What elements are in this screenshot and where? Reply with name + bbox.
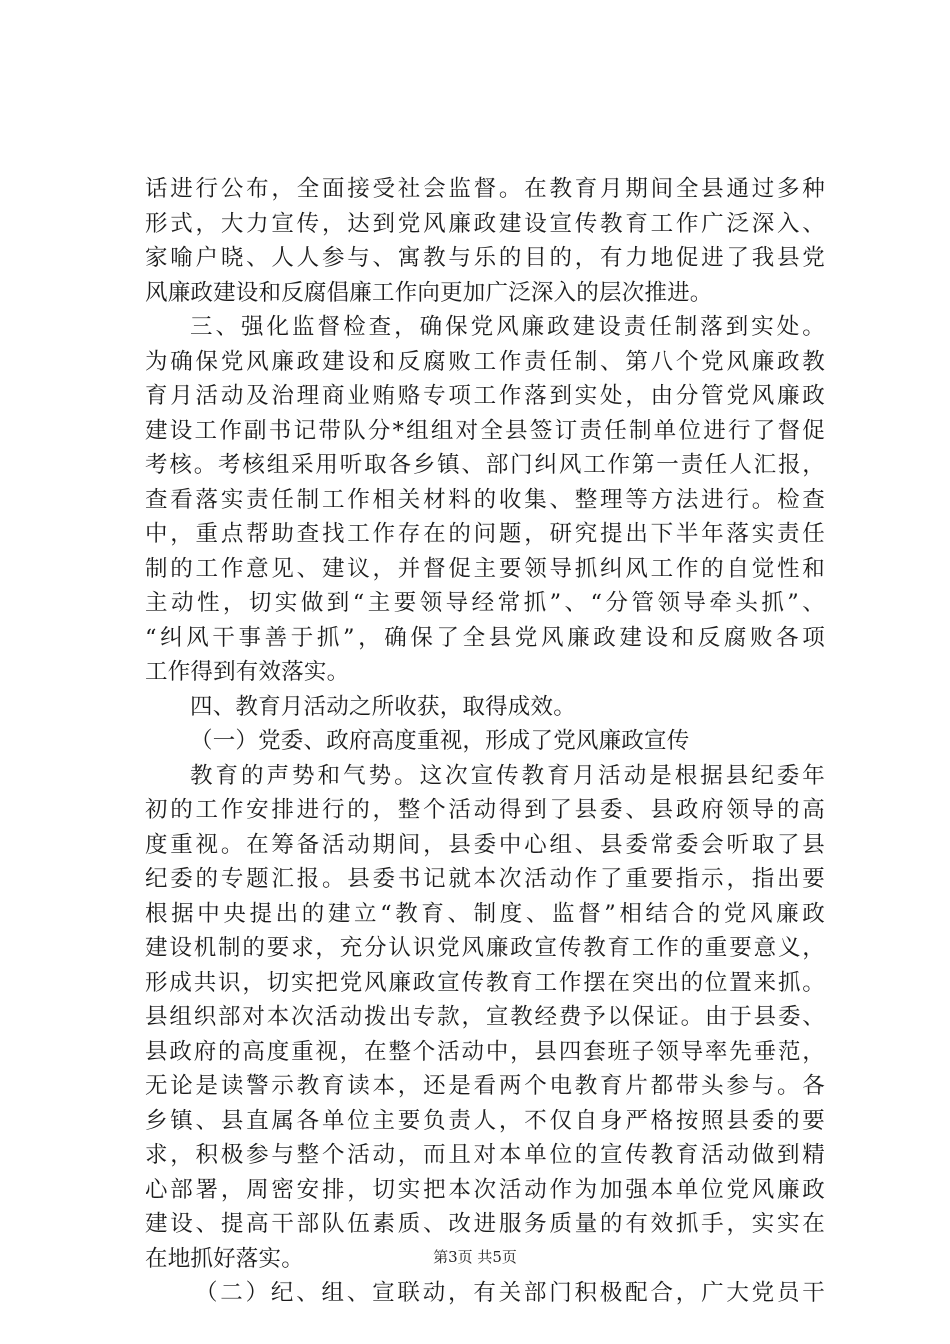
text-line: 制的工作意见、建议，并督促主要领导抓纠风工作的自觉性和 (145, 555, 825, 582)
text-line: 建设、提高干部队伍素质、改进服务质量的有效抓手，实实在 (145, 1211, 825, 1237)
text-line: 根据中央提出的建立“教育、制度、监督”相结合的党风廉政 (145, 900, 825, 927)
text-line: 话进行公布，全面接受社会监督。在教育月期间全县通过多种 (145, 176, 825, 202)
text-line: 主动性，切实做到“主要领导经常抓”、“分管领导牵头抓”、 (145, 590, 825, 616)
text-line: 纪委的专题汇报。县委书记就本次活动作了重要指示，指出要 (145, 866, 825, 892)
text-line: 乡镇、县直属各单位主要负责人，不仅自身严格按照县委的要 (145, 1107, 825, 1134)
text-line: 无论是读警示教育读本，还是看两个电教育片都带头参与。各 (145, 1073, 825, 1099)
text-line: 考核。考核组采用听取各乡镇、部门纠风工作第一责任人汇报， (145, 452, 825, 478)
text-line: 度重视。在筹备活动期间，县委中心组、县委常委会听取了县 (145, 831, 825, 858)
text-line: “纠风干事善于抓”，确保了全县党风廉政建设和反腐败各项 (145, 624, 825, 651)
text-line: 教育的声势和气势。这次宣传教育月活动是根据县纪委年 (190, 762, 825, 789)
page-footer: 第3页 共5页 (433, 1248, 517, 1266)
text-line: 形成共识，切实把党风廉政宣传教育工作摆在突出的位置来抓。 (145, 969, 825, 996)
text-line: 育月活动及治理商业贿赂专项工作落到实处，由分管党风廉政 (145, 383, 825, 409)
text-line: 中，重点帮助查找工作存在的问题，研究提出下半年落实责任 (145, 521, 825, 547)
text-line: 形式，大力宣传，达到党风廉政建设宣传教育工作广泛深入、 (145, 210, 825, 237)
text-line: 县政府的高度重视，在整个活动中，县四套班子领导率先垂范， (145, 1038, 825, 1065)
text-line: 工作得到有效落实。 (145, 659, 350, 685)
text-line: 家喻户晓、人人参与、寓教与乐的目的，有力地促进了我县党 (145, 245, 825, 271)
body-text (145, 172, 825, 1311)
text-line: 为确保党风廉政建设和反腐败工作责任制、第八个党风廉政教 (145, 348, 825, 375)
text-line: 心部署，周密安排，切实把本次活动作为加强本单位党风廉政 (145, 1176, 825, 1203)
text-line: 建设机制的要求，充分认识党风廉政宣传教育工作的重要意义， (145, 935, 825, 961)
text-line: 初的工作安排进行的，整个活动得到了县委、县政府领导的高 (145, 797, 825, 823)
text-line: （一）党委、政府高度重视，形成了党风廉政宣传 (190, 728, 690, 754)
text-line: 建设工作副书记带队分*组组对全县签订责任制单位进行了督促 (145, 417, 825, 444)
text-line: 在地抓好落实。 (145, 1245, 304, 1272)
text-line: 三、强化监督检查，确保党风廉政建设责任制落到实处。 (190, 314, 825, 340)
text-line: 四、教育月活动之所收获，取得成效。 (190, 693, 576, 720)
text-line: 县组织部对本次活动拨出专款，宣教经费予以保证。由于县委、 (145, 1004, 825, 1030)
text-line: 风廉政建设和反腐倡廉工作向更加广泛深入的层次推进。 (145, 279, 713, 306)
text-line: （二）纪、组、宣联动，有关部门积极配合，广大党员干 (195, 1280, 825, 1306)
text-line: 查看落实责任制工作相关材料的收集、整理等方法进行。检查 (145, 486, 825, 513)
text-line: 求，积极参与整个活动，而且对本单位的宣传教育活动做到精 (145, 1142, 825, 1168)
